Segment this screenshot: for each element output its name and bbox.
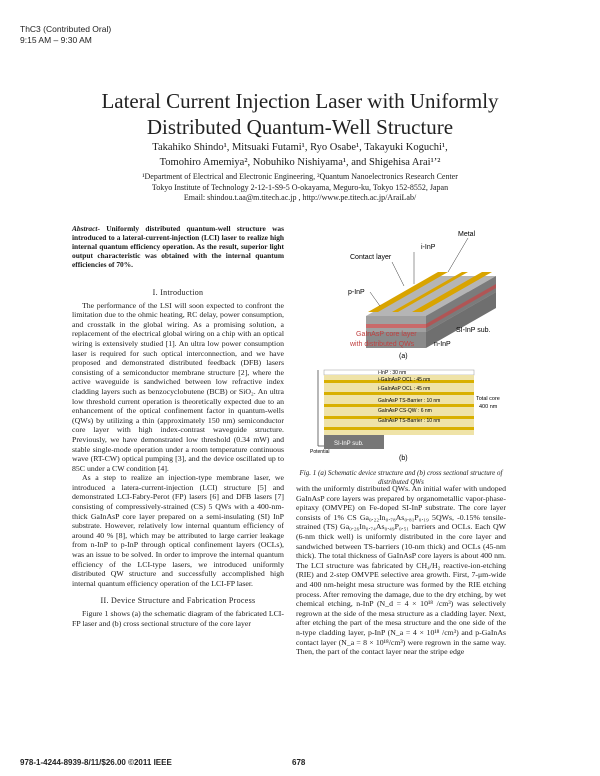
pointer-metal bbox=[448, 238, 468, 272]
label-total-core: Total core bbox=[476, 396, 500, 402]
label-metal: Metal bbox=[458, 231, 476, 238]
title-line-1: Lateral Current Injection Laser with Uniformly bbox=[101, 89, 499, 113]
qw-band-3 bbox=[324, 404, 474, 407]
affil-line-2: Tokyo Institute of Technology 2-12-1-S9-5 O-okayama, Meguro-ku, Tokyo 152-8552, Japan bbox=[151, 182, 449, 192]
pointer-p-inp bbox=[370, 292, 380, 306]
label-a: (a) bbox=[399, 353, 408, 360]
section-2-heading: II. Device Structure and Fabrication Process bbox=[100, 596, 256, 606]
qw-band-5 bbox=[324, 427, 474, 430]
footer-page-number: 678 bbox=[292, 758, 306, 767]
right-column bbox=[296, 484, 506, 657]
affil-line-1: ¹Department of Electrical and Electronic Engineering, ²Quantum Nanoelectronics Research Center bbox=[142, 172, 458, 181]
layer-label-2: i-GaInAsP OCL : 45 nm bbox=[378, 386, 431, 392]
authors-line-1: Takahiko Shindo¹, Mitsuaki Futami¹, Ryo Osabe¹, Takayuki Koguchi¹, bbox=[152, 142, 448, 153]
paper-title bbox=[40, 88, 560, 140]
session-time: 9:15 AM – 9:30 AM bbox=[20, 35, 92, 45]
figure-1-caption: Fig. 1 (a) Schematic device structure and (b) cross sectional structure of distributed QWs bbox=[299, 469, 503, 486]
right-paragraph-1: with the uniformly distributed QWs. An initial wafer with undoped GaInAsP core layers was prepared by organometallic vapor-phase-epitaxy (OMVPE) on Fe-doped SI-InP substrate. The core layer consists of 1% CS Ga₀.₂₂In₀.₇₈As₀.₈₁P₀.₁₉ 5QWs, -0.15% tensile-strained (TS) Ga₀.₂₆In₀.₇₄As₀.₄₉P₀.₅₁ barriers and OCLs. Each QW (6-nm thick well) is uniformly distributed in the core layer and sandwiched between TS-barriers (10-nm thick) and OCLs (45-nm thick). The total thickness of GaInAsP core layers is about 400 nm. The LCI structure was fabricated by CH₄/H₂ reactive-ion-etching (RIE) and 2-step OMVPE selective area growth. First, 7-μm-wide and 400 nm-height mesa structure was formed by the RIE etching process. After removing the damage, due to the dry etching, by wet chemical etching, n-InP (N_d = 4 × 10¹⁸ /cm³) was selectively regrown at the side of the mesa structure as a cladding layer. Next, after etching the part of the mesa structure and the one side of the n-type cladding layer, p-InP (N_a = 4 × 10¹⁸ /cm³) and p-GaInAs contact layer (N_a = 8 × 10¹⁸/cm³) were regrown in the same way. Then, the part of the contact layer near the stripe edge bbox=[296, 484, 506, 657]
section-1-paragraph-2: As a step to realize an injection-type membrane laser, we introduced a latera-current-injection (LCI) structure [5] and demonstrated LCI-Fabry-Perot (FP) lasers [6] and DFB lasers [7] consisting of compressively-strained (CS) 5 QWs with a 400-nm-thick GaInAsP core layer prepared on a semi-insulating (SI) InP substrate. However, relatively low internal quantum efficiency of around 40 % [8], which may be attributed to large carrier leakage from n-InP to p-InP through optical confinement layers (OCLs), was an issue to be solved. In order to improve the internal quantum efficiency of the LCI-type lasers, we introduced uniformly distributed QW structure and successfully accomplished high internal quantum efficiency operation of the LCI-FP laser. bbox=[72, 473, 284, 588]
label-b: (b) bbox=[399, 455, 408, 462]
label-potential: Potential bbox=[310, 449, 330, 455]
core-layer bbox=[366, 324, 426, 328]
layer-label-3: GaInAsP TS-Barrier : 10 nm bbox=[378, 398, 441, 404]
title-line-2: Distributed Quantum-Well Structure bbox=[146, 115, 454, 139]
label-n-inp: n-InP bbox=[434, 341, 451, 348]
section-1-heading: I. Introduction bbox=[152, 288, 204, 297]
figure-1-diagram bbox=[296, 224, 506, 464]
cross-section bbox=[310, 370, 500, 462]
abstract-label: Abstract- bbox=[72, 224, 100, 233]
label-core-2: with distributed QWs bbox=[350, 341, 415, 348]
device-schematic bbox=[348, 231, 496, 360]
label-core-1: GaInAsP core layer bbox=[356, 331, 417, 338]
layer-label-0: i-InP : 30 nm bbox=[378, 370, 407, 376]
label-i-inp: i-InP bbox=[421, 244, 436, 251]
authors-line-2: Tomohiro Amemiya², Nobuhiko Nishiyama¹, and Shigehisa Arai¹ʼ² bbox=[159, 157, 441, 168]
running-header bbox=[20, 24, 111, 46]
affiliations bbox=[40, 172, 560, 204]
section-1-paragraph-1: The performance of the LSI will soon expected to confront the limitation due to the ohmic heating, RC delay, power consumption, and crosstalk in the global wiring. As a promising solution, a replacement of the electrical global wiring on a chip with an optical wiring is extensively studied [1]. An ultra low power consumption laser is required for such optical interconnection, and we have proposed and demonstrated distributed feedback (DFB) lasers consisting of a semiconductor membrane structure [2], where the active waveguide is sandwiched between low refractive index cladding layers such as benzocyclobutene (BCB) or SiO₂. An ultra low threshold current operation is theoretically expected due to an enhancement of the optical confinement factor in quantum-wells (QWs) by utilizing a thin (approximately 150 nm) semiconductor core layer with high index-contrast waveguide structure. Previously, we have demonstrated low threshold (0.34 mW) and stable single-mode operation under a room temperature continuous wave (RT-CW) optical pumping [3], and the device oscillated up to 85C under a CW condition [4]. bbox=[72, 300, 284, 473]
authors bbox=[40, 140, 560, 170]
label-total-thickness: 400 nm bbox=[479, 404, 498, 410]
figure-1 bbox=[296, 224, 506, 486]
label-p-inp: p-InP bbox=[348, 289, 365, 296]
section-2-paragraph-1: Figure 1 shows (a) the schematic diagram of the fabricated LCI-FP laser and (b) cross sectional structure of the core layer bbox=[72, 609, 284, 628]
footer-isbn: 978-1-4244-8939-8/11/$26.00 ©2011 IEEE bbox=[20, 758, 172, 767]
label-si-inp: SI-InP sub. bbox=[456, 327, 491, 334]
affil-email-line: Email: shindou.t.aa@m.titech.ac.jp , http://www.pe.titech.ac.jp/AraiLab/ bbox=[183, 193, 417, 202]
layer-label-5: GaInAsP TS-Barrier : 10 nm bbox=[378, 418, 441, 424]
abstract bbox=[72, 224, 284, 269]
session-label: ThC3 (Contributed Oral) bbox=[20, 24, 112, 34]
layer-label-4: GaInAsP CS-QW : 6 nm bbox=[378, 408, 432, 414]
layer-label-1: i-GaInAsP OCL : 45 nm bbox=[378, 377, 431, 383]
left-column bbox=[72, 282, 284, 628]
label-contact-layer: Contact layer bbox=[350, 254, 392, 261]
abstract-text: Uniformly distributed quantum-well structure was introduced to a lateral-current-injection (LCI) laser to realize high internal quantum efficiency operation. As the result, superior light output characteristic was obtained with the internal quantum efficiencies of 70%. bbox=[72, 224, 284, 269]
label-si-sub: SI-InP sub. bbox=[334, 441, 364, 447]
pointer-contact bbox=[392, 262, 404, 286]
qw-band-2 bbox=[324, 392, 474, 395]
